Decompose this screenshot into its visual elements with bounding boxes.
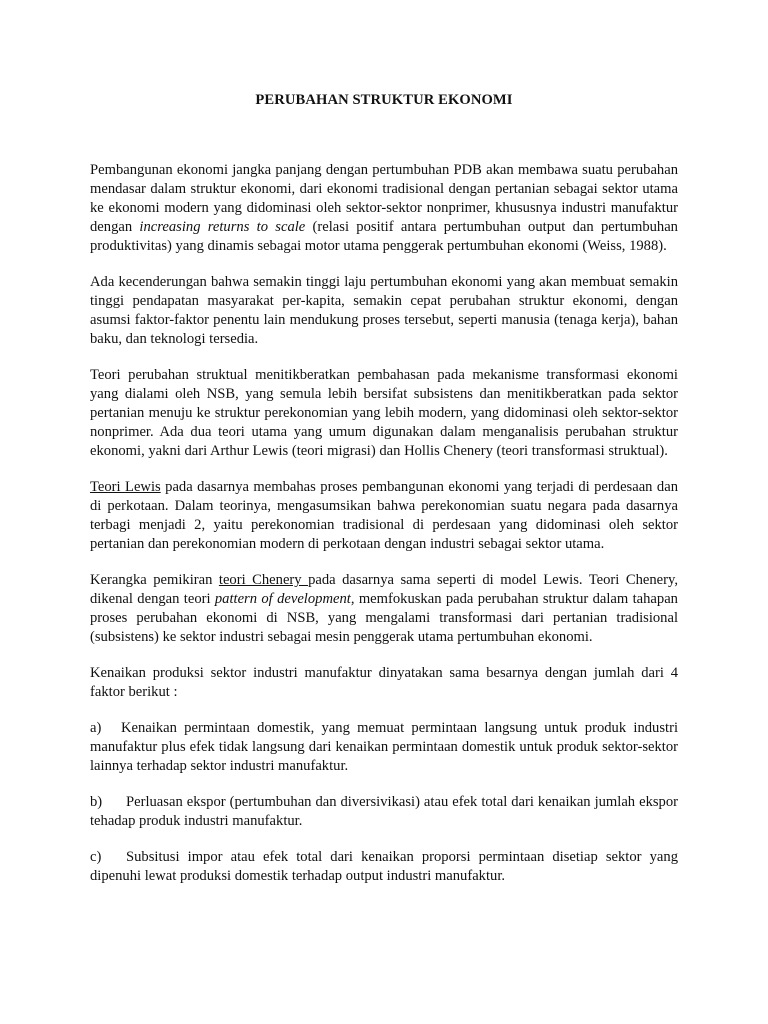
list-item-label: a) bbox=[90, 720, 102, 736]
list-item-text: Perluasan ekspor (pertumbuhan dan diversivikasi) atau efek total dari kenaikan jumlah ekspor tehadap produk industri manufaktur. bbox=[90, 794, 678, 829]
paragraph-4-underline: Teori Lewis bbox=[90, 479, 161, 495]
paragraph-5-text-a: Kerangka pemikiran bbox=[90, 572, 219, 588]
paragraph-1-italic: increasing returns to scale bbox=[139, 219, 306, 235]
paragraph-5-text-c: , memfokuskan pada perubahan struktur dalam tahapan proses perubahan ekonomi di NSB, yang mengalami transformasi dari pertanian tradisional (subsistens) ke sektor industri sebagai mesin penggerak utama pertumbuhan ekonomi. bbox=[90, 591, 678, 645]
paragraph-4-text: pada dasarnya membahas proses pembangunan ekonomi yang terjadi di perdesaan dan di perkotaan. Dalam teorinya, mengasumsikan bahwa perekonomian suatu negara pada dasarnya terbagi menjadi 2, yaitu perekonomian tradisional di perdesaan yang didominasi oleh sektor pertanian dan perekonomian modern di perkotaan dengan industri sebagai sektor utama. bbox=[90, 479, 678, 552]
paragraph-6: Kenaikan produksi sektor industri manufaktur dinyatakan sama besarnya dengan jumlah dari 4 faktor berikut : bbox=[90, 665, 678, 700]
paragraph-5-text-b: pada dasarnya sama seperti di model Lewis. Teori Chenery, dikenal dengan teori bbox=[90, 572, 678, 607]
paragraph-5 bbox=[90, 571, 678, 647]
paragraph-5-italic: pattern of development bbox=[214, 591, 351, 607]
list-item-text: Kenaikan permintaan domestik, yang memuat permintaan langsung untuk produk industri manufaktur plus efek tidak langsung dari kenaikan permintaan domestik untuk produk sektor-sektor lainnya terhadap sektor industri manufaktur. bbox=[90, 720, 678, 774]
list-item-label: b) bbox=[90, 794, 103, 810]
paragraph-1-text-a: Pembangunan ekonomi jangka panjang dengan pertumbuhan PDB akan membawa suatu perubahan mendasar dalam struktur ekonomi, dari ekonomi tradisional dengan pertanian sebagai sektor utama ke ekonomi modern yang didominasi oleh sektor-sektor nonprimer, khususnya industri manufaktur dengan bbox=[90, 162, 678, 235]
paragraph-3: Teori perubahan struktual menitikberatkan pembahasan pada mekanisme transformasi ekonomi yang dialami oleh NSB, yang semula lebih bersifat subsistens dan menitikberatkan pada sektor pertanian menuju ke struktur perekonomian yang lebih modern, yang didominasi oleh sektor-sektor nonprimer. Ada dua teori utama yang umum digunakan dalam menganalisis perubahan struktur ekonomi, yakni dari Arthur Lewis (teori migrasi) dan Hollis Chenery (teori transformasi struktual). bbox=[90, 367, 678, 459]
document-title: PERUBAHAN STRUKTUR EKONOMI bbox=[255, 92, 513, 108]
paragraph-1-text-b: (relasi positif antara pertumbuhan output dan pertumbuhan produktivitas) yang dinamis sebagai motor utama penggerak pertumbuhan ekonomi (Weiss, 1988). bbox=[90, 219, 678, 254]
list-item-b bbox=[90, 793, 678, 831]
paragraph-2: Ada kecenderungan bahwa semakin tinggi laju pertumbuhan ekonomi yang akan membuat semakin tinggi pendapatan masyarakat per-kapita, semakin cepat perubahan struktur ekonomi, dengan asumsi faktor-faktor penentu lain mendukung proses tersebut, seperti manusia (tenaga kerja), bahan baku, dan teknologi tersedia. bbox=[90, 274, 678, 347]
list-item-label: c) bbox=[90, 849, 102, 865]
paragraph-4 bbox=[90, 478, 678, 554]
paragraph-1 bbox=[90, 161, 678, 256]
list-item-a bbox=[90, 719, 678, 776]
list-item-c bbox=[90, 848, 678, 886]
list-item-text: Subsitusi impor atau efek total dari kenaikan proporsi permintaan disetiap sektor yang dipenuhi lewat produksi domestik terhadap output industri manufaktur. bbox=[90, 849, 678, 884]
paragraph-5-underline: teori Chenery bbox=[218, 572, 309, 588]
